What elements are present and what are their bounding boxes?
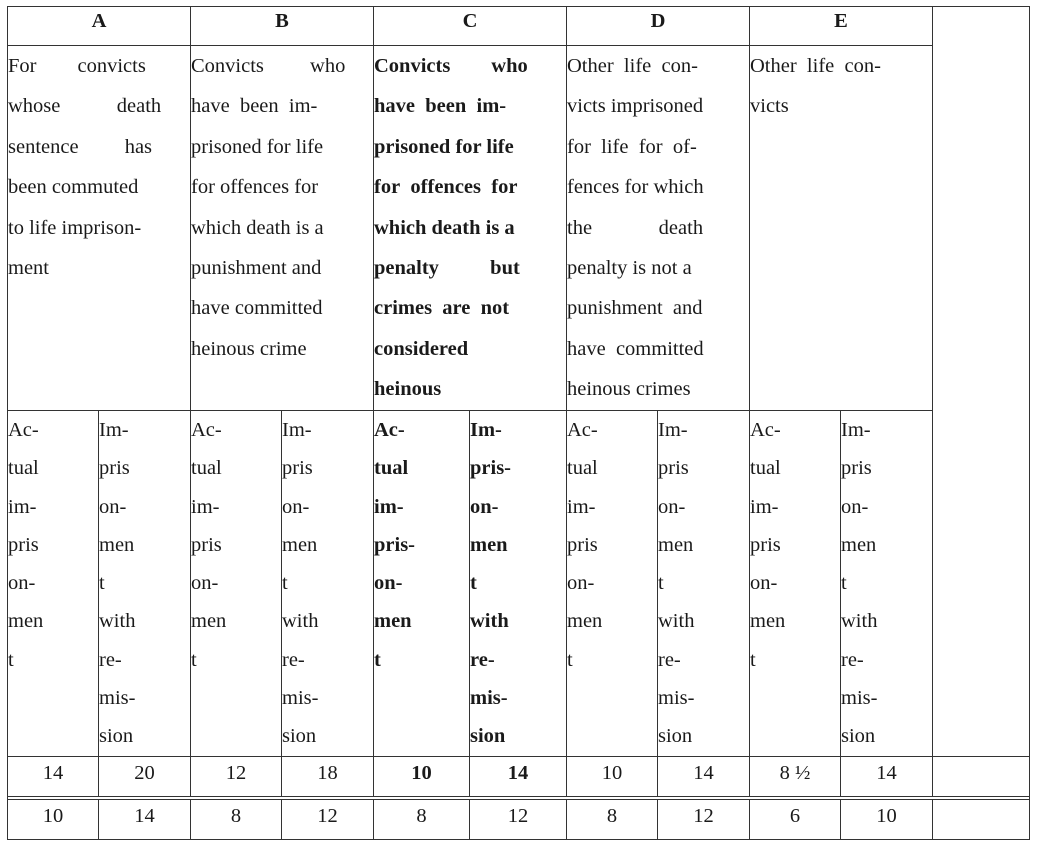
cell: 12 <box>191 757 282 797</box>
description-line: have committed <box>567 337 704 360</box>
subheader-fragment: Ac- <box>8 419 39 441</box>
cell: 12 <box>282 800 374 840</box>
column-header-d: D <box>567 7 750 46</box>
subheader-fragment: Ac- <box>567 419 598 441</box>
subheader-remission-b <box>282 411 374 757</box>
empty-cell <box>933 800 1030 840</box>
description-line: which death is a <box>374 216 515 239</box>
column-header-c: C <box>374 7 567 46</box>
cell: 12 <box>470 800 567 840</box>
subheader-fragment: t <box>750 648 756 671</box>
subheader-fragment: Im- <box>658 419 688 441</box>
cell: 8 <box>191 800 282 840</box>
subheader-fragment: im- <box>567 495 596 518</box>
subheader-fragment: t <box>374 648 381 671</box>
description-line: For convicts <box>8 55 146 77</box>
cell: 14 <box>658 757 750 797</box>
subheader-fragment: on- <box>282 495 310 518</box>
description-c <box>374 46 567 411</box>
subheader-fragment: t <box>470 572 477 595</box>
column-letter-row <box>8 7 1030 46</box>
cell: 8 <box>374 800 470 840</box>
subheader-fragment: on- <box>658 495 686 518</box>
description-line: have been im- <box>191 95 318 118</box>
empty-side-cell <box>933 7 1030 757</box>
subheader-fragment: sion <box>470 725 506 748</box>
subheader-fragment: t <box>841 572 847 595</box>
description-line: punishment and <box>567 297 703 320</box>
subheader-fragment: men <box>191 610 227 633</box>
subheader-fragment: on- <box>191 572 219 595</box>
remission-table <box>7 6 1030 840</box>
description-a <box>8 46 191 411</box>
subheader-fragment: Im- <box>282 419 312 441</box>
subheader-fragment: mis- <box>470 687 508 710</box>
description-line: ment <box>8 257 49 280</box>
description-line: to life imprison- <box>8 216 142 239</box>
cell: 8 ½ <box>750 757 841 797</box>
description-line: been commuted <box>8 176 139 199</box>
subheader-fragment: pris <box>99 457 130 480</box>
subheader-fragment: men <box>99 533 135 556</box>
cell: 10 <box>567 757 658 797</box>
table-row <box>8 800 1030 840</box>
cell: 14 <box>8 757 99 797</box>
description-d <box>567 46 750 411</box>
subheader-fragment: men <box>470 533 508 556</box>
subheader-fragment: Im- <box>470 419 502 441</box>
subheader-fragment: t <box>191 648 197 671</box>
description-line: punishment and <box>191 257 322 280</box>
subheader-fragment: Ac- <box>750 419 781 441</box>
description-line: penalty is not a <box>567 257 692 280</box>
cell: 6 <box>750 800 841 840</box>
cell: 10 <box>374 757 470 797</box>
subheader-fragment: pris <box>841 457 872 480</box>
subheader-fragment: t <box>8 648 14 671</box>
cell: 10 <box>841 800 933 840</box>
subheader-actual-a <box>8 411 99 757</box>
subheader-fragment: men <box>8 610 44 633</box>
cell: 14 <box>470 757 567 797</box>
column-header-e: E <box>750 7 933 46</box>
sub-header-row <box>8 411 1030 757</box>
description-line: crimes are not <box>374 297 510 320</box>
subheader-fragment: pris <box>658 457 689 480</box>
subheader-fragment: pris <box>282 457 313 480</box>
subheader-fragment: with <box>658 610 695 633</box>
description-line: have committed <box>191 297 323 320</box>
description-line: heinous crimes <box>567 378 691 401</box>
cell: 18 <box>282 757 374 797</box>
description-line: prisoned for life <box>191 135 324 158</box>
subheader-fragment: men <box>567 610 603 633</box>
description-line: for offences for <box>374 176 518 199</box>
description-line: heinous crime <box>191 337 307 360</box>
subheader-fragment: sion <box>282 725 317 748</box>
subheader-fragment: pris- <box>374 533 415 556</box>
subheader-fragment: men <box>658 533 694 556</box>
cell: 8 <box>567 800 658 840</box>
subheader-actual-d <box>567 411 658 757</box>
subheader-remission-a <box>99 411 191 757</box>
subheader-fragment: tual <box>8 457 39 480</box>
subheader-fragment: im- <box>8 495 37 518</box>
description-b <box>191 46 374 411</box>
subheader-fragment: pris <box>191 533 222 556</box>
subheader-fragment: with <box>282 610 319 633</box>
subheader-fragment: tual <box>567 457 598 480</box>
description-line: which death is a <box>191 216 324 239</box>
subheader-fragment: men <box>841 533 877 556</box>
subheader-fragment: re- <box>658 648 681 671</box>
subheader-actual-b <box>191 411 282 757</box>
subheader-fragment: on- <box>374 572 403 595</box>
subheader-fragment: re- <box>470 648 495 671</box>
subheader-fragment: re- <box>841 648 864 671</box>
subheader-remission-e <box>841 411 933 757</box>
description-line: fences for which <box>567 176 704 199</box>
subheader-fragment: re- <box>99 648 122 671</box>
subheader-fragment: men <box>282 533 318 556</box>
description-line: for life for of- <box>567 135 697 158</box>
column-header-a: A <box>8 7 191 46</box>
description-line: for offences for <box>191 176 319 199</box>
description-line: prisoned for life <box>374 135 514 158</box>
subheader-remission-c <box>470 411 567 757</box>
description-line: have been im- <box>374 95 507 118</box>
subheader-fragment: sion <box>841 725 876 748</box>
subheader-fragment: im- <box>191 495 220 518</box>
subheader-remission-d <box>658 411 750 757</box>
description-line: victs imprisoned <box>567 95 704 118</box>
subheader-fragment: on- <box>470 495 499 518</box>
description-line: penalty but <box>374 257 520 280</box>
subheader-fragment: tual <box>374 457 409 480</box>
subheader-fragment: pris <box>750 533 781 556</box>
subheader-fragment: men <box>750 610 786 633</box>
subheader-fragment: sion <box>99 725 134 748</box>
column-header-b: B <box>191 7 374 46</box>
subheader-actual-e <box>750 411 841 757</box>
subheader-fragment: tual <box>750 457 781 480</box>
subheader-fragment: mis- <box>282 687 319 710</box>
subheader-fragment: t <box>658 572 664 595</box>
subheader-fragment: Im- <box>99 419 129 441</box>
subheader-fragment: re- <box>282 648 305 671</box>
cell: 12 <box>658 800 750 840</box>
subheader-fragment: with <box>841 610 878 633</box>
description-line: Convicts who <box>374 55 528 77</box>
subheader-fragment: Im- <box>841 419 871 441</box>
subheader-fragment: im- <box>374 495 404 518</box>
description-line: considered <box>374 337 469 360</box>
subheader-fragment: men <box>374 610 412 633</box>
subheader-fragment: on- <box>8 572 36 595</box>
subheader-fragment: on- <box>99 495 127 518</box>
description-line: Other life con- <box>567 55 698 77</box>
subheader-fragment: on- <box>567 572 595 595</box>
subheader-fragment: mis- <box>99 687 136 710</box>
description-line: the death <box>567 216 704 239</box>
subheader-fragment: mis- <box>841 687 878 710</box>
subheader-fragment: on- <box>750 572 778 595</box>
subheader-fragment: with <box>470 610 509 633</box>
subheader-actual-c <box>374 411 470 757</box>
subheader-fragment: pris <box>8 533 39 556</box>
subheader-fragment: mis- <box>658 687 695 710</box>
subheader-fragment: t <box>99 572 105 595</box>
subheader-fragment: t <box>567 648 573 671</box>
subheader-fragment: on- <box>841 495 869 518</box>
subheader-fragment: Ac- <box>191 419 222 441</box>
description-line: Convicts who <box>191 55 346 77</box>
table-row <box>8 757 1030 797</box>
subheader-fragment: pris- <box>470 457 511 480</box>
description-line: heinous <box>374 378 442 401</box>
description-line: victs <box>750 95 789 118</box>
subheader-fragment: t <box>282 572 288 595</box>
description-line: sentence has <box>8 135 153 158</box>
cell: 14 <box>841 757 933 797</box>
subheader-fragment: pris <box>567 533 598 556</box>
cell: 14 <box>99 800 191 840</box>
description-line: Other life con- <box>750 55 881 77</box>
subheader-fragment: sion <box>658 725 693 748</box>
cell: 20 <box>99 757 191 797</box>
cell: 10 <box>8 800 99 840</box>
description-e <box>750 46 933 411</box>
description-line: whose death <box>8 95 162 118</box>
empty-cell <box>933 757 1030 797</box>
subheader-fragment: tual <box>191 457 222 480</box>
subheader-fragment: with <box>99 610 136 633</box>
subheader-fragment: Ac- <box>374 419 405 441</box>
subheader-fragment: im- <box>750 495 779 518</box>
description-row <box>8 46 1030 411</box>
